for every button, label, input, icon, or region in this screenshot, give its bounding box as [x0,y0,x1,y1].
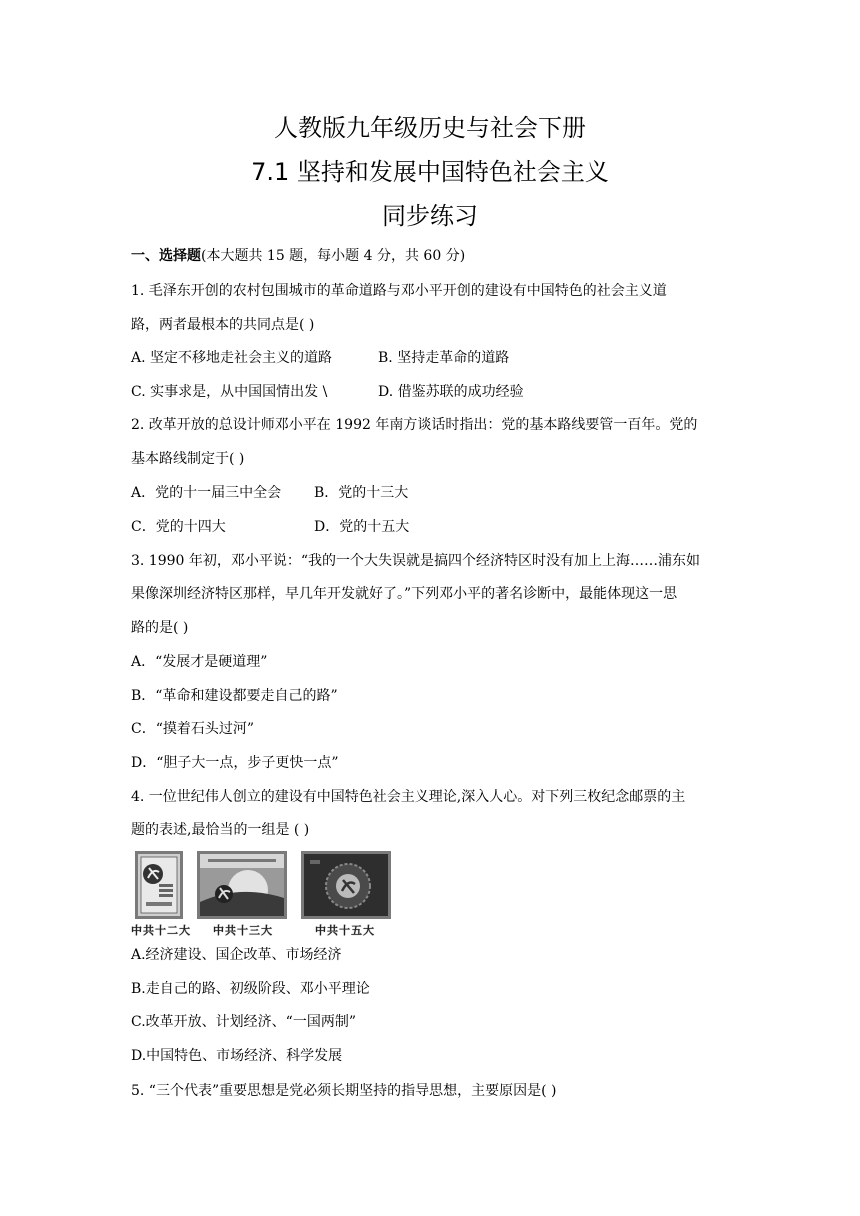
q3-option-d: D．“胆子大一点，步子更快一点” [131,755,339,771]
q3-option-a: A．“发展才是硬道理” [131,654,268,670]
q1-option-a: A. 坚定不移地走社会主义的道路 [131,350,333,366]
stamp-caption-12th: 中共十二大 [131,924,191,937]
stamp-15th-congress-image [304,854,388,916]
q3-stem-line-3: 路的是( ) [131,620,189,636]
q4-stem-line-1: 4. 一位世纪伟人创立的建设有中国特色社会主义理论,深入人心。对下列三枚纪念邮票的主 [131,789,686,805]
stamp-12th-congress [135,851,183,919]
q1-option-b: B. 坚持走革命的道路 [378,350,510,366]
q3-option-c: C．“摸着石头过河” [131,721,255,737]
q5-stem-line-1: 5. “三个代表”重要思想是党必须长期坚持的指导思想，主要原因是( ) [131,1083,557,1099]
q4-option-c: C.改革开放、计划经济、“一国两制” [131,1014,356,1030]
stamp-caption-15th: 中共十五大 [315,924,375,937]
q2-options-row-2 [131,518,731,536]
q3-stem-line-1: 3. 1990 年初，邓小平说：“我的一个大失误就是搞四个经济特区时没有加上上海……浦东如 [131,553,701,569]
q2-option-d: D．党的十五大 [314,519,410,535]
q1-stem-line-2: 路，两者最根本的共同点是( ) [131,317,315,333]
section-label: 一、选择题 [131,248,201,264]
section-heading [131,247,731,265]
q2-option-c: C．党的十四大 [131,519,226,535]
stamp-13th-congress [197,851,287,919]
commemorative-stamps [131,848,401,938]
q3-stem-line-2: 果像深圳经济特区那样，早几年开发就好了。”下列邓小平的著名诊断中，最能体现这一思 [131,586,678,602]
q1-option-d: D. 借鉴苏联的成功经验 [378,384,524,400]
q1-stem-line-1: 1. 毛泽东开创的农村包围城市的革命道路与邓小平开创的建设有中国特色的社会主义道 [131,283,667,299]
q4-stem-line-2: 题的表述,最恰当的一组是 ( ) [131,822,310,838]
q1-option-c: C. 实事求是，从中国国情出发 \ [131,384,328,400]
q1-options-row-1 [131,349,731,367]
q4-option-a: A.经济建设、国企改革、市场经济 [131,947,342,963]
q2-option-a: A．党的十一届三中全会 [131,485,282,501]
stamp-12th-congress-image [138,854,180,916]
q3-option-b: B．“革命和建设都要走自己的路” [131,688,338,704]
title-line-2: 7.1 坚持和发展中国特色社会主义 [251,158,609,186]
q4-option-b: B.走自己的路、初级阶段、邓小平理论 [131,981,370,997]
stamp-13th-congress-image [200,854,284,916]
q2-stem-line-1: 2. 改革开放的总设计师邓小平在 1992 年南方谈话时指出：党的基本路线要管一百年。党的 [131,417,698,433]
stamp-15th-congress [301,851,391,919]
q1-options-row-2 [131,383,731,401]
title-line-3: 同步练习 [382,202,478,230]
q2-options-row-1 [131,484,731,502]
stamp-caption-13th: 中共十三大 [213,924,273,937]
section-note: (本大题共 15 题，每小题 4 分，共 60 分) [201,248,466,264]
title-line-1: 人教版九年级历史与社会下册 [274,114,586,142]
q4-option-d: D.中国特色、市场经济、科学发展 [131,1048,343,1064]
q2-stem-line-2: 基本路线制定于( ) [131,451,245,467]
q2-option-b: B．党的十三大 [314,485,409,501]
